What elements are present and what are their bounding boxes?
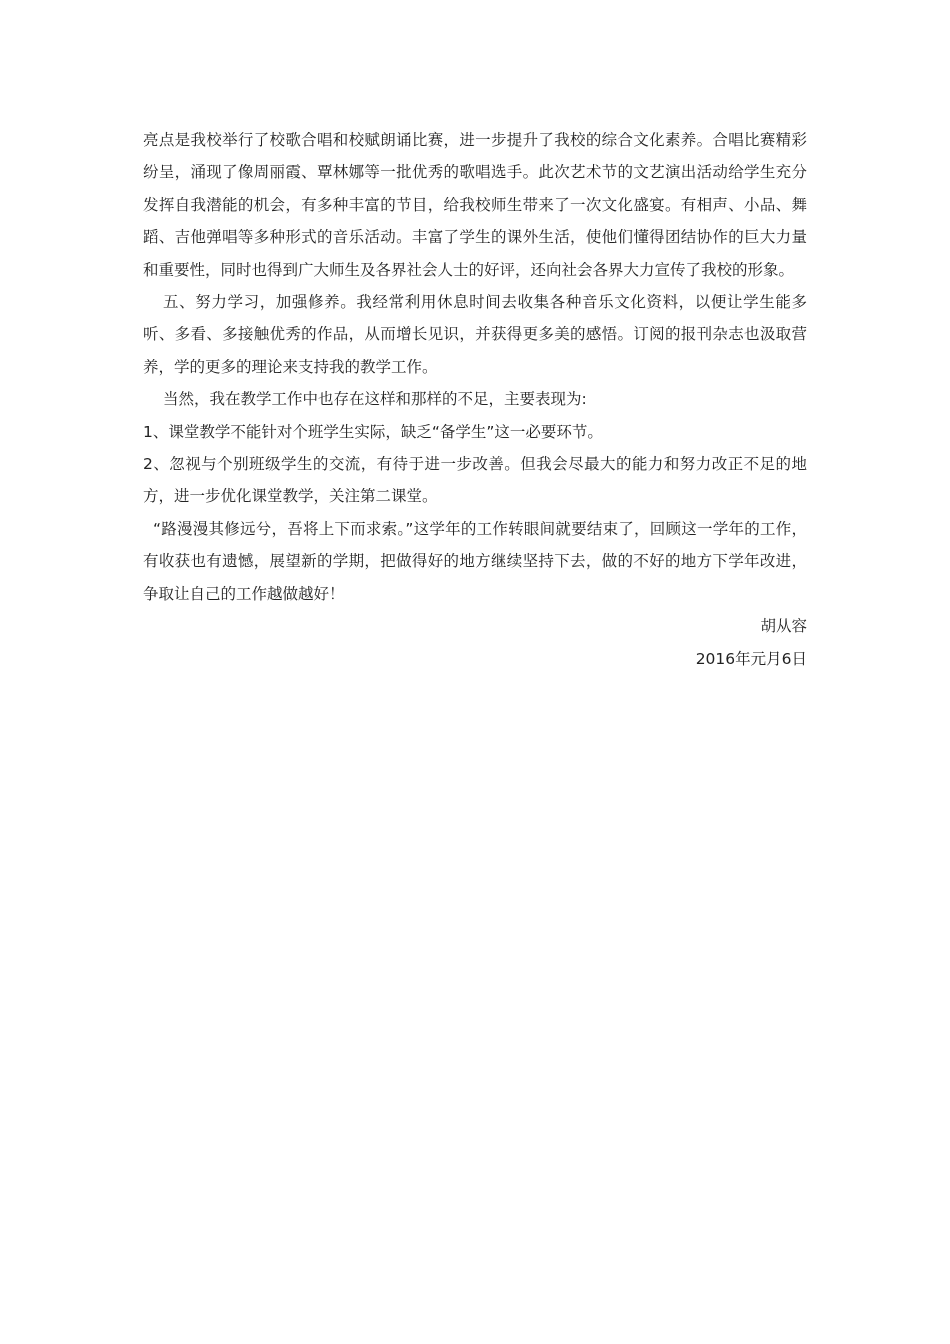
paragraph-study-self-improvement: 五、努力学习，加强修养。我经常利用休息时间去收集各种音乐文化资料，以便让学生能多听、多看、多接触优秀的作品，从而增长见识，并获得更多美的感悟。订阅的报刊杂志也汲取营养，学的更多的理论来支持我的教学工作。 bbox=[143, 293, 807, 376]
signature-name: 胡从容 bbox=[760, 617, 807, 636]
paragraph-closing: “路漫漫其修远兮，吾将上下而求索。”这学年的工作转眼间就要结束了，回顾这一学年的工作，有收获也有遗憾，展望新的学期，把做得好的地方继续坚持下去，做的不好的地方下学年改进，争取让自己的工作越做越好！ bbox=[143, 519, 807, 603]
document-body bbox=[143, 124, 807, 675]
signature-date: 2016年元月6日 bbox=[695, 649, 807, 668]
paragraph-shortcomings-intro: 当然，我在教学工作中也存在这样和那样的不足，主要表现为: bbox=[163, 390, 587, 409]
paragraph-art-festival: 亮点是我校举行了校歌合唱和校赋朗诵比赛，进一步提升了我校的综合文化素养。合唱比赛精彩纷呈，涌现了像周丽霞、覃林娜等一批优秀的歌唱选手。此次艺术节的文艺演出活动给学生充分发挥自我潜能的机会，有多种丰富的节目，给我校师生带来了一次文化盛宴。有相声、小品、舞蹈、吉他弹唱等多种形式的音乐活动。丰富了学生的课外生活，使他们懂得团结协作的巨大力量和重要性，同时也得到广大师生及各界社会人士的好评，还向社会各界大力宣传了我校的形象。 bbox=[143, 131, 807, 279]
list-item-shortcoming-1: 1、课堂教学不能针对个班学生实际，缺乏“备学生”这一必要环节。 bbox=[143, 422, 603, 441]
list-item-shortcoming-2: 2、忽视与个别班级学生的交流，有待于进一步改善。但我会尽最大的能力和努力改正不足的地方，进一步优化课堂教学，关注第二课堂。 bbox=[143, 455, 807, 506]
